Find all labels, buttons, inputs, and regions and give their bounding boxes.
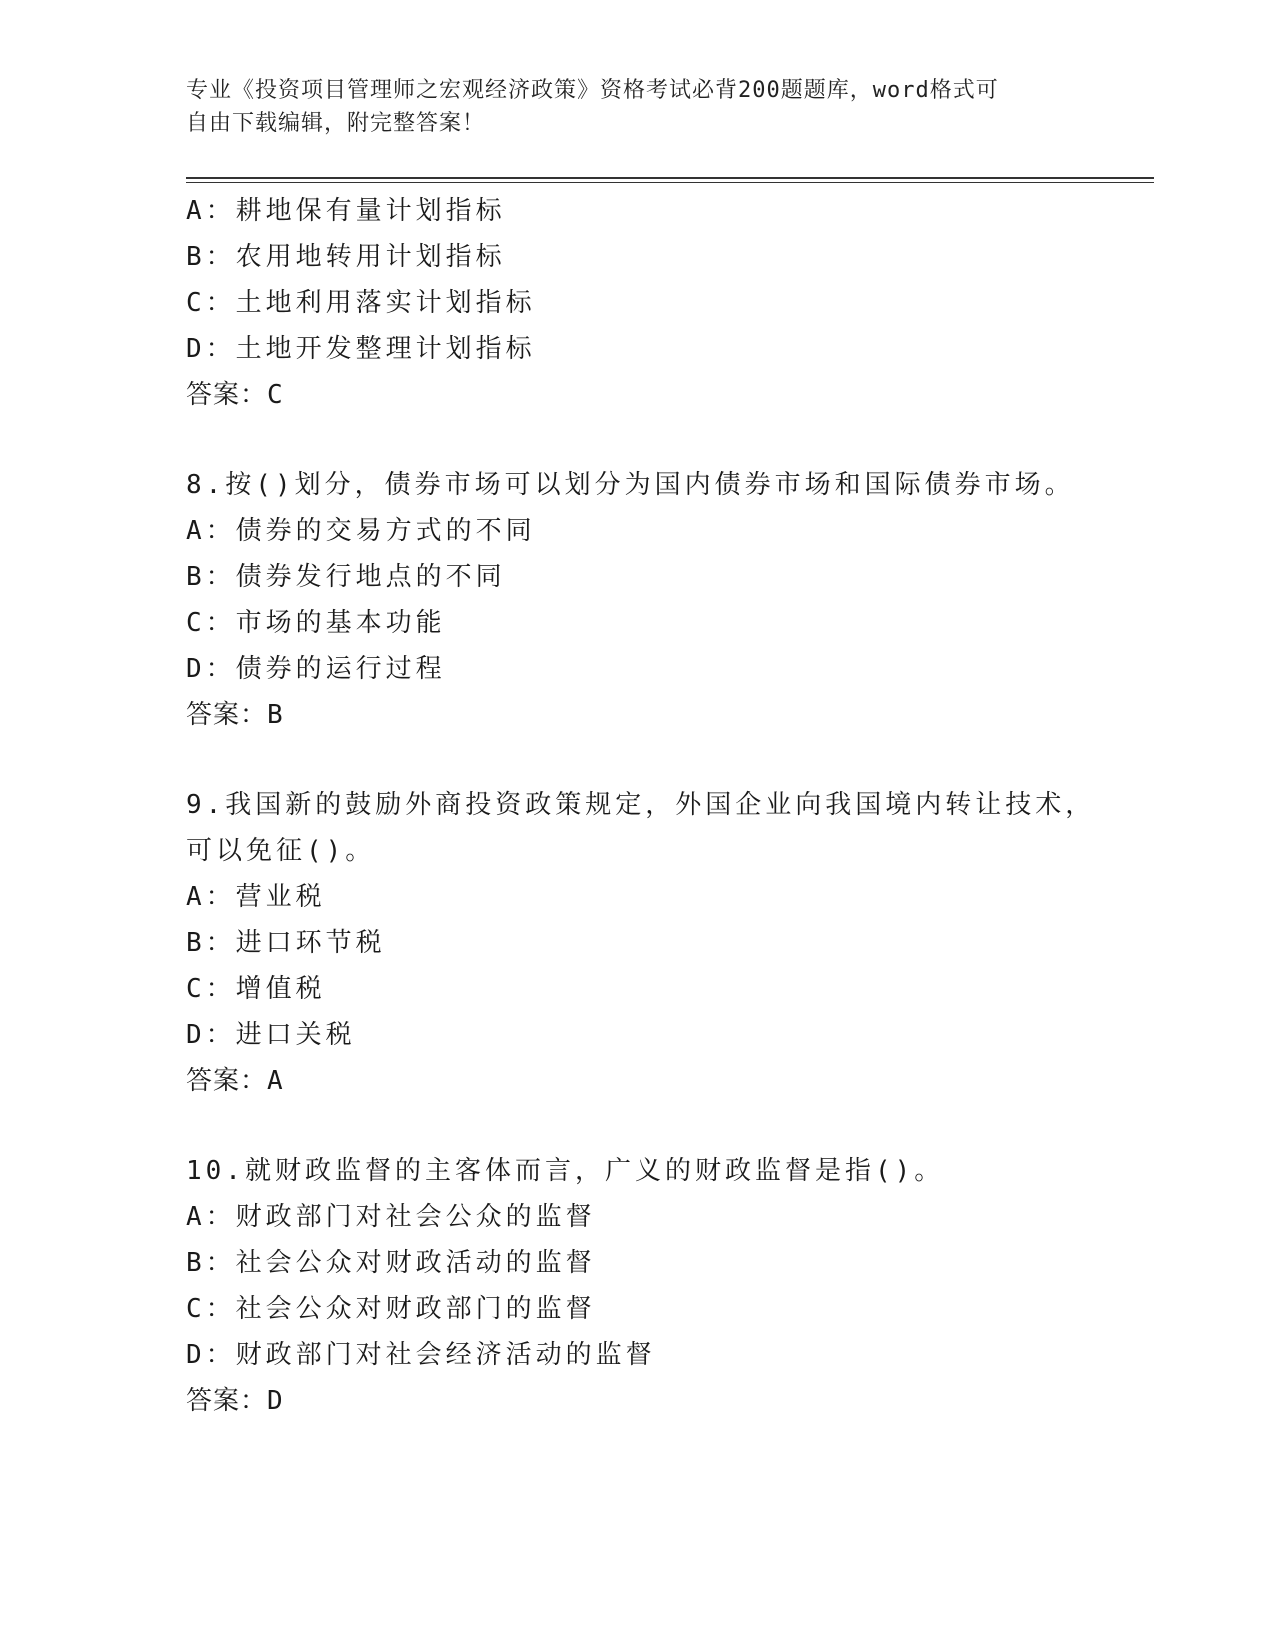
option-c: C：社会公众对财政部门的监督 xyxy=(186,1294,596,1324)
document-header xyxy=(186,74,1066,140)
option-b: B：债券发行地点的不同 xyxy=(186,562,506,592)
option-b: B：进口环节税 xyxy=(186,928,386,958)
option-a: A：债券的交易方式的不同 xyxy=(186,516,536,546)
option-d: D：进口关税 xyxy=(186,1020,356,1050)
question-list xyxy=(186,188,1154,1424)
option-b: B：农用地转用计划指标 xyxy=(186,242,506,272)
question-8 xyxy=(186,462,1154,738)
question-10 xyxy=(186,1148,1154,1424)
answer: 答案：A xyxy=(186,1066,284,1096)
option-a: A：耕地保有量计划指标 xyxy=(186,196,506,226)
question-stem: 10.就财政监督的主客体而言，广义的财政监督是指()。 xyxy=(186,1156,945,1186)
answer: 答案：B xyxy=(186,700,284,730)
header-rule-thin xyxy=(186,182,1154,183)
spacer xyxy=(186,418,1154,462)
option-a: A：财政部门对社会公众的监督 xyxy=(186,1202,596,1232)
header-line-2: 自由下载编辑，附完整答案！ xyxy=(186,111,486,136)
spacer xyxy=(186,738,1154,782)
question-stem: 9.我国新的鼓励外商投资政策规定，外国企业向我国境内转让技术， xyxy=(186,790,1096,820)
option-d: D：财政部门对社会经济活动的监督 xyxy=(186,1340,656,1370)
option-c: C：土地利用落实计划指标 xyxy=(186,288,536,318)
answer: 答案：C xyxy=(186,380,284,410)
option-d: D：债券的运行过程 xyxy=(186,654,446,684)
option-b: B：社会公众对财政活动的监督 xyxy=(186,1248,596,1278)
question-stem-continued: 可以免征()。 xyxy=(186,836,376,866)
spacer xyxy=(186,1104,1154,1148)
question-stem: 8.按()划分，债券市场可以划分为国内债券市场和国际债券市场。 xyxy=(186,470,1075,500)
question-7 xyxy=(186,188,1154,418)
option-a: A：营业税 xyxy=(186,882,326,912)
header-rule-thick xyxy=(186,177,1154,179)
option-d: D：土地开发整理计划指标 xyxy=(186,334,536,364)
question-9 xyxy=(186,782,1154,1104)
header-line-1: 专业《投资项目管理师之宏观经济政策》资格考试必背200题题库，word格式可 xyxy=(186,78,999,103)
option-c: C：市场的基本功能 xyxy=(186,608,446,638)
answer: 答案：D xyxy=(186,1386,284,1416)
option-c: C：增值税 xyxy=(186,974,326,1004)
